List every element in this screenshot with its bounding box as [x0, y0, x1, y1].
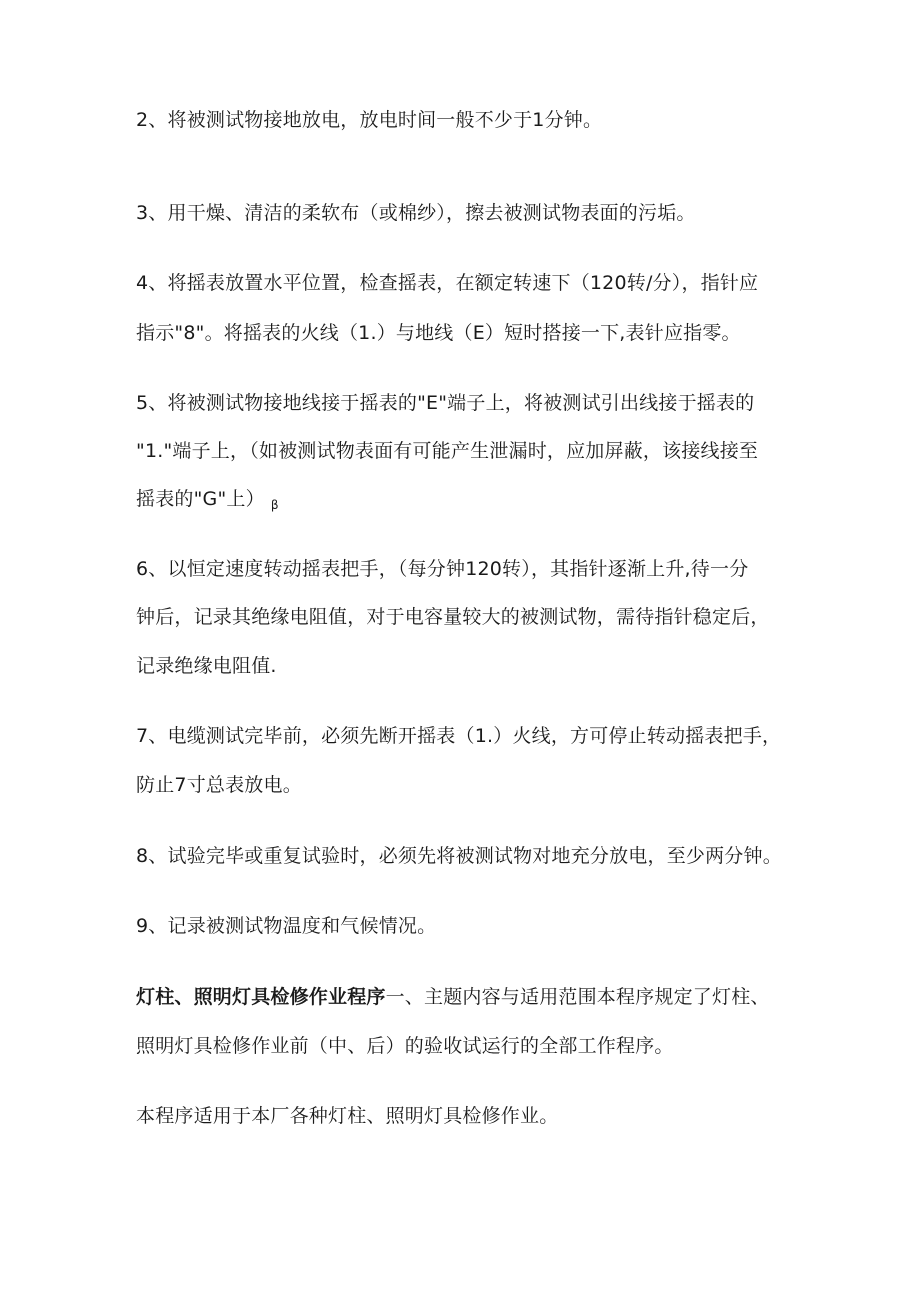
- step-6-line-3: 记录绝缘电阻值.: [136, 655, 277, 677]
- step-4-line-1: 4、将摇表放置水平位置，检查摇表，在额定转速下（120转/分），指针应: [136, 272, 759, 294]
- step-5-line-1: 5、将被测试物接地线接于摇表的"E"端子上，将被测试引出线接于摇表的: [136, 392, 755, 414]
- step-5-line-2: "1."端子上，（如被测试物表面有可能产生泄漏时，应加屏蔽，该接线接至: [136, 440, 759, 462]
- scope-line-1: 本程序适用于本厂各种灯柱、照明灯具检修作业。: [136, 1105, 559, 1127]
- step-8-line-1: 8、试验完毕或重复试验时，必须先将被测试物对地充分放电，至少两分钟。: [136, 845, 782, 867]
- step-6-line-1: 6、以恒定速度转动摇表把手，（每分钟120转），其指针逐渐上升,待一分: [136, 558, 749, 580]
- step-5-trailing-mark: β: [270, 498, 279, 512]
- section-line-1: [136, 983, 796, 1011]
- section-intro-text: 一、主题内容与适用范围本程序规定了灯柱、: [385, 986, 770, 1008]
- step-5-line-3-text: 摇表的"G"上）: [136, 488, 265, 510]
- section-heading: 灯柱、照明灯具检修作业程序: [136, 986, 386, 1008]
- step-4-line-2: 指示"8"。将摇表的火线（1.）与地线（E）短时搭接一下,表针应指零。: [136, 322, 741, 344]
- step-6-line-2: 钟后，记录其绝缘电阻值，对于电容量较大的被测试物，需待指针稳定后，: [136, 606, 770, 628]
- step-3-line-1: 3、用干燥、清洁的柔软布（或棉纱），擦去被测试物表面的污垢。: [136, 202, 696, 224]
- section-line-2: 照明灯具检修作业前（中、后）的验收试运行的全部工作程序。: [136, 1035, 674, 1057]
- step-7-line-1: 7、电缆测试完毕前，必须先断开摇表（1.）火线，方可停止转动摇表把手，: [136, 725, 782, 747]
- step-7-line-2: 防止7寸总表放电。: [136, 774, 302, 796]
- step-5-line-3: [136, 485, 796, 519]
- step-9-line-1: 9、记录被测试物温度和气候情况。: [136, 915, 437, 937]
- step-2-line-1: 2、将被测试物接地放电，放电时间一般不少于1分钟。: [136, 109, 603, 131]
